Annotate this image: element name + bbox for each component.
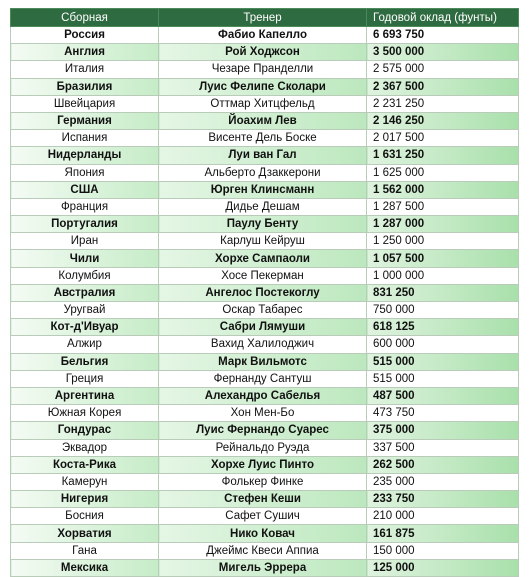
table-row [11, 439, 519, 456]
team-cell: Эквадор [11, 439, 159, 456]
table-row [11, 95, 519, 112]
header-team: Сборная [11, 9, 159, 27]
team-cell: Коста-Рика [11, 456, 159, 473]
team-cell: Чили [11, 250, 159, 267]
table-row [11, 508, 519, 525]
team-cell: Босния [11, 508, 159, 525]
team-cell: Япония [11, 164, 159, 181]
team-cell: Германия [11, 112, 159, 129]
coach-cell: Хосе Пекерман [159, 267, 367, 284]
salary-cell: 750 000 [367, 302, 519, 319]
salary-cell: 515 000 [367, 353, 519, 370]
salary-cell: 2 017 500 [367, 130, 519, 147]
salary-cell: 1 057 500 [367, 250, 519, 267]
coach-cell: Фернанду Сантуш [159, 370, 367, 387]
coach-salary-table [10, 8, 519, 577]
salary-cell: 1 562 000 [367, 181, 519, 198]
table-row [11, 370, 519, 387]
salary-cell: 1 287 500 [367, 198, 519, 215]
salary-cell: 210 000 [367, 508, 519, 525]
coach-cell: Ангелос Постекоглу [159, 284, 367, 301]
coach-cell: Рой Ходжсон [159, 44, 367, 61]
team-cell: Иран [11, 233, 159, 250]
salary-cell: 233 750 [367, 491, 519, 508]
team-cell: Гондурас [11, 422, 159, 439]
salary-cell: 2 367 500 [367, 78, 519, 95]
salary-cell: 235 000 [367, 473, 519, 490]
salary-cell: 473 750 [367, 405, 519, 422]
table-row [11, 198, 519, 215]
coach-cell: Фолькер Финке [159, 473, 367, 490]
team-cell: Бразилия [11, 78, 159, 95]
team-cell: Франция [11, 198, 159, 215]
salary-cell: 831 250 [367, 284, 519, 301]
team-cell: Мексика [11, 559, 159, 576]
team-cell: Южная Корея [11, 405, 159, 422]
coach-cell: Алехандро Сабелья [159, 387, 367, 404]
salary-cell: 161 875 [367, 525, 519, 542]
coach-cell: Луис Фернандо Суарес [159, 422, 367, 439]
table-row [11, 250, 519, 267]
table-row [11, 336, 519, 353]
team-cell: Нигерия [11, 491, 159, 508]
coach-cell: Рейнальдо Руэда [159, 439, 367, 456]
salary-cell: 150 000 [367, 542, 519, 559]
table-row [11, 181, 519, 198]
coach-cell: Карлуш Кейруш [159, 233, 367, 250]
salary-cell: 2 146 250 [367, 112, 519, 129]
coach-cell: Альберто Дзаккерони [159, 164, 367, 181]
table-row [11, 422, 519, 439]
salary-cell: 1 250 000 [367, 233, 519, 250]
salary-cell: 262 500 [367, 456, 519, 473]
team-cell: Италия [11, 61, 159, 78]
table-row [11, 456, 519, 473]
coach-cell: Хорхе Луис Пинто [159, 456, 367, 473]
header-coach: Тренер [159, 9, 367, 27]
coach-cell: Хорхе Сампаоли [159, 250, 367, 267]
table-row [11, 559, 519, 576]
coach-cell: Мигель Эррера [159, 559, 367, 576]
coach-cell: Марк Вильмотс [159, 353, 367, 370]
coach-cell: Оттмар Хитцфельд [159, 95, 367, 112]
table-row [11, 147, 519, 164]
coach-cell: Дидье Дешам [159, 198, 367, 215]
coach-cell: Йоахим Лев [159, 112, 367, 129]
salary-cell: 618 125 [367, 319, 519, 336]
team-cell: Португалия [11, 216, 159, 233]
team-cell: Нидерланды [11, 147, 159, 164]
table-row [11, 387, 519, 404]
team-cell: США [11, 181, 159, 198]
salary-cell: 600 000 [367, 336, 519, 353]
salary-cell: 337 500 [367, 439, 519, 456]
salary-cell: 1 631 250 [367, 147, 519, 164]
coach-cell: Паулу Бенту [159, 216, 367, 233]
table-row [11, 216, 519, 233]
salary-cell: 2 231 250 [367, 95, 519, 112]
salary-cell: 1 000 000 [367, 267, 519, 284]
coach-cell: Юрген Клинсманн [159, 181, 367, 198]
table-row [11, 473, 519, 490]
salary-cell: 487 500 [367, 387, 519, 404]
coach-cell: Сабри Лямуши [159, 319, 367, 336]
coach-cell: Луи ван Гал [159, 147, 367, 164]
coach-cell: Нико Ковач [159, 525, 367, 542]
coach-cell: Хон Мен-Бо [159, 405, 367, 422]
table-row [11, 405, 519, 422]
table-row [11, 284, 519, 301]
coach-cell: Вахид Халилоджич [159, 336, 367, 353]
table-row [11, 27, 519, 44]
salary-cell: 6 693 750 [367, 27, 519, 44]
table-row [11, 61, 519, 78]
table-row [11, 164, 519, 181]
salary-cell: 515 000 [367, 370, 519, 387]
salary-cell: 125 000 [367, 559, 519, 576]
salary-cell: 1 287 000 [367, 216, 519, 233]
salary-cell: 1 625 000 [367, 164, 519, 181]
team-cell: Уругвай [11, 302, 159, 319]
table-header-row [11, 9, 519, 27]
team-cell: Хорватия [11, 525, 159, 542]
coach-cell: Джеймс Квеси Аппиа [159, 542, 367, 559]
coach-cell: Чезаре Пранделли [159, 61, 367, 78]
coach-cell: Луис Фелипе Сколари [159, 78, 367, 95]
team-cell: Греция [11, 370, 159, 387]
team-cell: Швейцария [11, 95, 159, 112]
team-cell: Россия [11, 27, 159, 44]
table-row [11, 78, 519, 95]
coach-cell: Сафет Сушич [159, 508, 367, 525]
team-cell: Англия [11, 44, 159, 61]
team-cell: Кот-д'Ивуар [11, 319, 159, 336]
coach-cell: Висенте Дель Боске [159, 130, 367, 147]
salary-cell: 3 500 000 [367, 44, 519, 61]
table-body [11, 27, 519, 577]
salary-cell: 375 000 [367, 422, 519, 439]
team-cell: Алжир [11, 336, 159, 353]
team-cell: Камерун [11, 473, 159, 490]
table-row [11, 319, 519, 336]
team-cell: Колумбия [11, 267, 159, 284]
table-row [11, 542, 519, 559]
table-row [11, 353, 519, 370]
table-row [11, 267, 519, 284]
header-salary: Годовой оклад (фунты) [367, 9, 519, 27]
team-cell: Австралия [11, 284, 159, 301]
team-cell: Бельгия [11, 353, 159, 370]
salary-table-sheet [10, 8, 518, 577]
coach-cell: Оскар Табарес [159, 302, 367, 319]
table-row [11, 112, 519, 129]
coach-cell: Стефен Кеши [159, 491, 367, 508]
team-cell: Гана [11, 542, 159, 559]
table-row [11, 233, 519, 250]
table-row [11, 130, 519, 147]
table-row [11, 44, 519, 61]
table-row [11, 525, 519, 542]
table-row [11, 302, 519, 319]
team-cell: Испания [11, 130, 159, 147]
table-row [11, 491, 519, 508]
coach-cell: Фабио Капелло [159, 27, 367, 44]
salary-cell: 2 575 000 [367, 61, 519, 78]
team-cell: Аргентина [11, 387, 159, 404]
